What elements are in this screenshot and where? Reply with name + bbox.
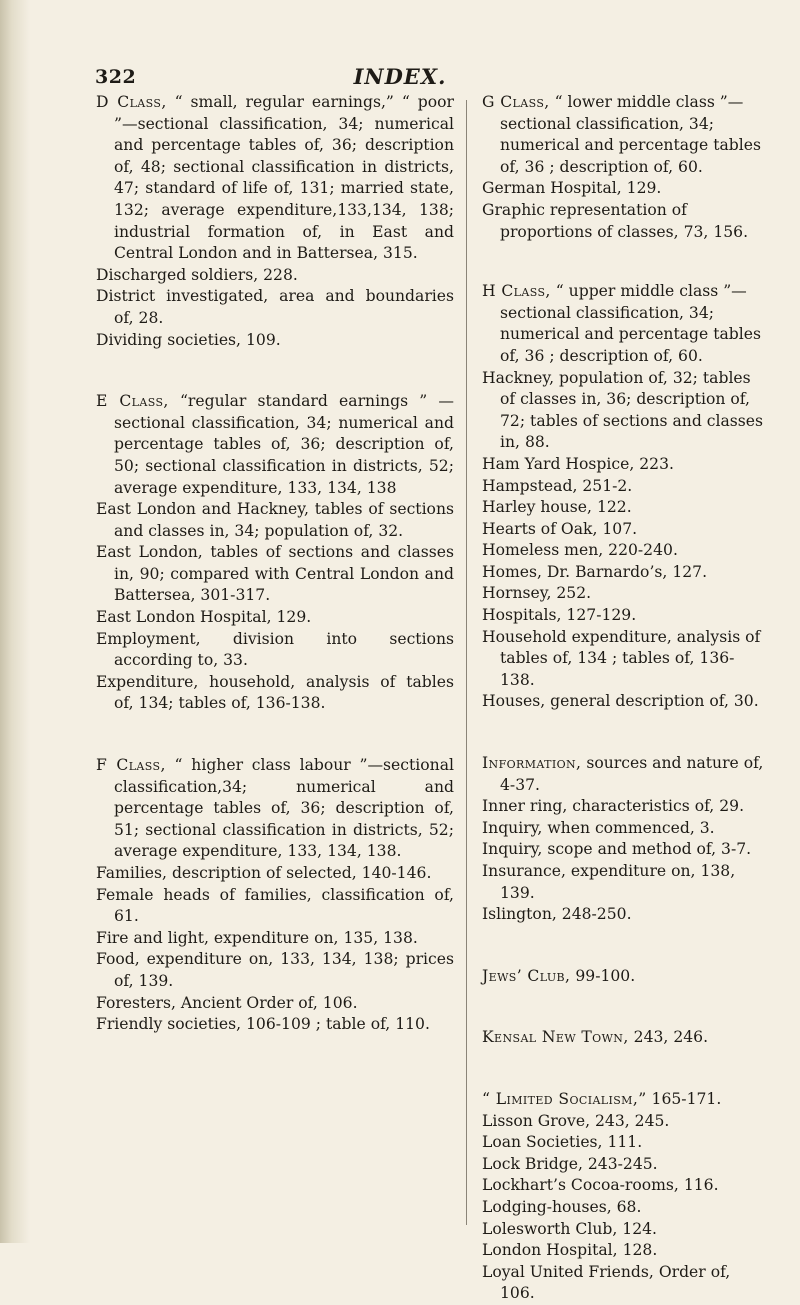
- index-entry-text: 99-100.: [570, 966, 636, 985]
- index-entry: [482, 454, 764, 476]
- index-entry-text: Harley house, 122.: [482, 498, 632, 517]
- index-entry: [96, 330, 454, 352]
- index-entry: [482, 839, 764, 861]
- index-entry: [482, 583, 764, 605]
- index-entry: [482, 281, 764, 367]
- index-entry: [482, 1111, 764, 1133]
- index-entry-text: “ higher class labour ”—sectional classification,34; numerical and percentage tables of, 36; description of, 51; sectional classification in districts, 52; average expenditure, 133, 134, 138.: [114, 756, 454, 861]
- index-entry: [482, 1027, 764, 1049]
- index-entry-text: Discharged soldiers, 228.: [96, 265, 298, 284]
- index-entry: [482, 1175, 764, 1197]
- index-entry: [96, 499, 454, 542]
- index-entry-text: East London Hospital, 129.: [96, 608, 312, 627]
- index-entry: [96, 755, 454, 863]
- index-entry: [96, 885, 454, 928]
- index-entry: [96, 1014, 454, 1036]
- index-entry-text: Inquiry, when commenced, 3.: [482, 818, 715, 837]
- page-number: 322: [95, 66, 137, 88]
- index-entry: [96, 391, 454, 499]
- index-entry: [96, 92, 454, 265]
- index-entry-text: Ham Yard Hospice, 223.: [482, 454, 674, 473]
- index-entry-lead: Jews’ Club,: [482, 966, 571, 985]
- index-entry-text: Household expenditure, analysis of tables of, 134 ; tables of, 136-138.: [482, 627, 761, 689]
- index-entry: [482, 1089, 764, 1111]
- index-entry: [96, 286, 454, 329]
- index-entry: [482, 519, 764, 541]
- index-entry-text: Houses, general description of, 30.: [482, 692, 759, 711]
- index-entry-text: Friendly societies, 106-109 ; table of, 110.: [96, 1015, 430, 1034]
- index-entry-text: Hampstead, 251-2.: [482, 476, 633, 495]
- column-divider: [466, 100, 467, 1225]
- index-entry: [96, 265, 454, 287]
- index-entry: [482, 966, 764, 988]
- index-entry: [96, 629, 454, 672]
- index-entry: [482, 200, 764, 243]
- index-entry: [482, 368, 764, 454]
- index-entry-lead: Kensal New Town,: [482, 1028, 629, 1047]
- index-entry-lead: Information,: [482, 754, 582, 773]
- index-entry-lead: “ Limited Socialism,”: [482, 1089, 647, 1108]
- index-entry-text: East London, tables of sections and classes in, 90; compared with Central London and Battersea, 301-317.: [96, 543, 454, 605]
- index-entry: [482, 540, 764, 562]
- index-entry: [482, 1219, 764, 1241]
- index-entry-text: Insurance, expenditure on, 138, 139.: [482, 862, 736, 902]
- index-entry: [482, 1154, 764, 1176]
- index-entry: [96, 928, 454, 950]
- index-entry-lead: G Class,: [482, 93, 550, 111]
- index-entry: [482, 753, 764, 796]
- index-entry: [482, 1240, 764, 1262]
- index-entry-text: Graphic representation of proportions of classes, 73, 156.: [482, 200, 749, 241]
- index-entry-text: Islington, 248-250.: [482, 905, 632, 924]
- index-entry-text: Fire and light, expenditure on, 135, 138.: [96, 928, 418, 947]
- index-entry-lead: D Class,: [96, 93, 167, 111]
- index-entry-lead: F Class,: [96, 756, 166, 775]
- index-entry-text: District investigated, area and boundaries of, 28.: [96, 287, 454, 327]
- index-entry-text: Loan Societies, 111.: [482, 1133, 643, 1152]
- index-entry: [482, 1262, 764, 1305]
- index-entry-text: Food, expenditure on, 133, 134, 138; prices of, 139.: [96, 950, 454, 990]
- index-entry-lead: E Class,: [96, 392, 169, 411]
- index-entry: [482, 1132, 764, 1154]
- index-entry-text: Inner ring, characteristics of, 29.: [482, 797, 745, 816]
- index-entry-text: Homes, Dr. Barnardo’s, 127.: [482, 562, 708, 581]
- index-entry: [482, 1197, 764, 1219]
- page-binding-edge: [0, 0, 30, 1243]
- index-entry-text: German Hospital, 129.: [482, 179, 662, 198]
- index-entry-text: “ lower middle class ”—sectional classification, 34; numerical and percentage tables of, 36 ; description of, 60.: [500, 93, 761, 176]
- index-entry-text: Lolesworth Club, 124.: [482, 1219, 657, 1238]
- index-entry: [482, 497, 764, 519]
- index-entry: [482, 904, 764, 926]
- index-entry-text: Inquiry, scope and method of, 3-7.: [482, 840, 752, 859]
- index-entry-text: Female heads of families, classification of, 61.: [96, 885, 454, 926]
- index-entry-text: Loyal United Friends, Order of, 106.: [482, 1262, 731, 1303]
- index-entry: [96, 672, 454, 715]
- running-head: INDEX.: [353, 64, 447, 89]
- index-entry-text: “ small, regular earnings,” “ poor ”—sectional classification, 34; numerical and percentage tables of, 36; description of, 48; sectional classification in districts, 47; standard of life of, 131; married state, 132; average expenditure,133,134, 138; industrial formation of, in East and Central London and in Battersea, 315.: [114, 93, 454, 263]
- index-entry: [482, 627, 764, 692]
- page-header: [0, 0, 800, 100]
- index-entry-text: “regular standard earnings ” — sectional classification, 34; numerical and percentage tables of, 36; description of, 50; sectional classification in districts, 52; average expenditure, 133, 134, 138: [114, 392, 454, 497]
- index-entry: [482, 178, 764, 200]
- index-entry: [482, 605, 764, 627]
- index-column-right: [482, 92, 764, 1305]
- index-entry: [482, 691, 764, 713]
- index-entry: [96, 949, 454, 992]
- index-entry-text: Families, description of selected, 140-146.: [96, 864, 432, 882]
- index-entry: [96, 607, 454, 629]
- index-entry: [482, 818, 764, 840]
- index-entry-text: East London and Hackney, tables of sections and classes in, 34; population of, 32.: [96, 500, 454, 540]
- index-entry-text: Lock Bridge, 243-245.: [482, 1154, 658, 1173]
- index-entry-text: Hornsey, 252.: [482, 584, 592, 603]
- index-column-left: [96, 92, 454, 1036]
- index-entry-text: Hospitals, 127-129.: [482, 606, 637, 625]
- index-entry: [96, 542, 454, 607]
- index-entry-text: 165-171.: [646, 1089, 722, 1108]
- index-entry-text: Lisson Grove, 243, 245.: [482, 1111, 670, 1130]
- index-entry-text: Lockhart’s Cocoa-rooms, 116.: [482, 1176, 719, 1195]
- index-entry: [482, 562, 764, 584]
- index-entry-text: Hackney, population of, 32; tables of classes in, 36; description of, 72; tables of sections and classes in, 88.: [482, 368, 764, 452]
- index-entry-lead: H Class,: [482, 282, 551, 301]
- index-entry-text: Lodging-houses, 68.: [482, 1197, 642, 1216]
- index-entry-text: sources and nature of, 4-37.: [500, 754, 764, 794]
- index-entry: [482, 92, 764, 178]
- index-entry-text: Homeless men, 220-240.: [482, 541, 678, 560]
- index-entry-text: Foresters, Ancient Order of, 106.: [96, 993, 358, 1012]
- index-entry-text: London Hospital, 128.: [482, 1241, 658, 1260]
- index-entry-text: Dividing societies, 109.: [96, 330, 281, 349]
- index-entry-text: “ upper middle class ”—sectional classification, 34; numerical and percentage tables of, 36 ; description of, 60.: [500, 282, 761, 365]
- index-entry: [482, 476, 764, 498]
- index-entry-text: Expenditure, household, analysis of tables of, 134; tables of, 136-138.: [96, 672, 454, 713]
- index-entry-text: Hearts of Oak, 107.: [482, 519, 638, 538]
- index-entry: [96, 863, 454, 885]
- index-entry: [482, 861, 764, 904]
- index-entry-text: Employment, division into sections according to, 33.: [96, 629, 454, 670]
- index-entry: [96, 993, 454, 1015]
- index-entry-text: 243, 246.: [628, 1028, 709, 1047]
- index-entry: [482, 796, 764, 818]
